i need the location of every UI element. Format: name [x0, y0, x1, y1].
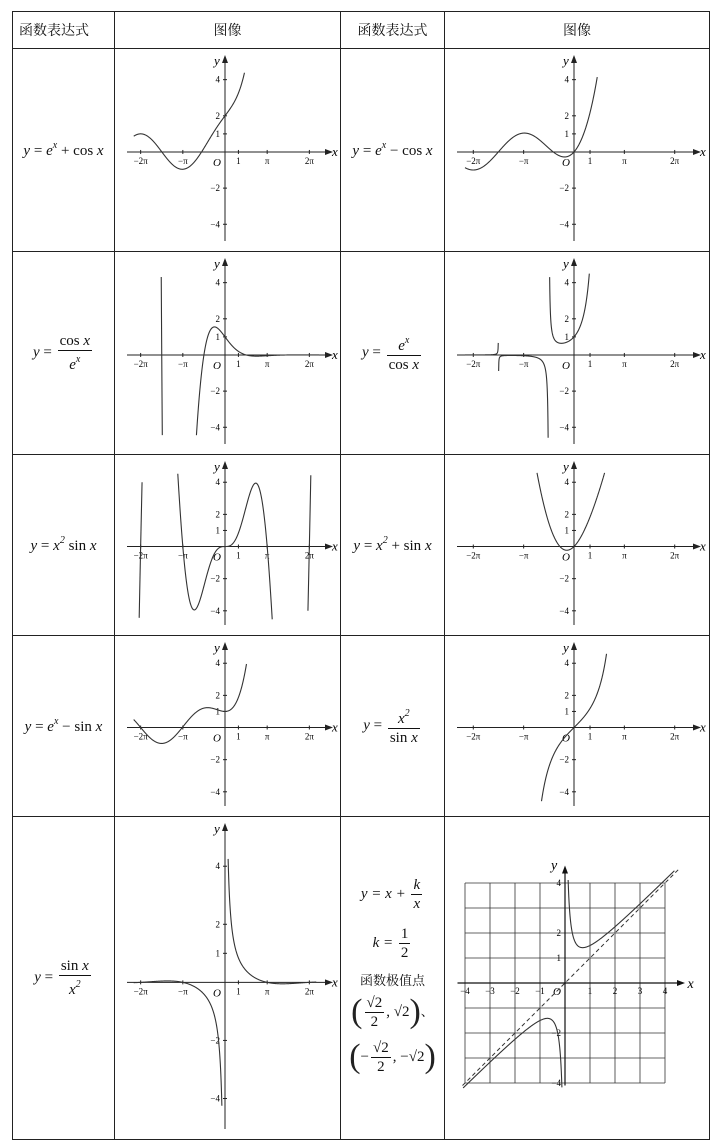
- y-tick-label: 4: [215, 658, 220, 669]
- x-tick-label: −2π: [466, 731, 481, 742]
- x-axis-arrow: [677, 980, 685, 986]
- x-tick-label: 1: [587, 550, 593, 561]
- y-axis-arrow: [222, 55, 228, 63]
- x-axis-label: x: [700, 346, 706, 362]
- function-table: [12, 11, 710, 1140]
- y-tick-label: −2: [209, 1035, 220, 1046]
- y-tick-label: −4: [209, 422, 220, 433]
- y-tick-label: −2: [559, 386, 569, 397]
- function-graph: [447, 252, 707, 450]
- x-tick-label: π: [622, 358, 627, 369]
- function-graph: [447, 455, 707, 631]
- y-tick-label: −4: [209, 219, 220, 230]
- graph-cell: [115, 636, 341, 817]
- y-axis-label: y: [213, 821, 220, 836]
- origin-label: O: [562, 732, 570, 745]
- x-tick-label: 2π: [304, 731, 314, 742]
- graph-cell: [445, 817, 710, 1140]
- x-tick-label: −3: [485, 986, 495, 996]
- function-graph: [117, 252, 339, 450]
- x-tick-label: 2π: [304, 550, 314, 561]
- y-axis-arrow: [562, 866, 568, 874]
- x-tick-label: 2: [612, 986, 618, 996]
- y-tick-label: 4: [215, 477, 220, 488]
- function-graph: [117, 49, 339, 247]
- x-tick-label: 1: [235, 731, 241, 742]
- y-tick-label: −2: [559, 183, 569, 194]
- x-tick-label: π: [264, 731, 269, 742]
- x-tick-label: −π: [518, 358, 529, 369]
- graph-cell: [115, 455, 341, 636]
- y-tick-label: 1: [564, 706, 569, 717]
- y-axis-arrow: [222, 258, 228, 266]
- origin-label: O: [212, 732, 221, 745]
- origin-label: O: [562, 551, 570, 564]
- x-tick-label: −π: [177, 358, 188, 369]
- y-tick-label: 1: [215, 331, 220, 342]
- x-tick-label: −2: [510, 986, 520, 996]
- x-tick-label: −2π: [133, 986, 148, 997]
- y-tick-label: −4: [559, 605, 569, 616]
- x-tick-label: 1: [235, 986, 241, 997]
- x-tick-label: 1: [587, 731, 593, 742]
- x-tick-label: 2π: [670, 731, 680, 742]
- x-axis-label: x: [700, 538, 706, 554]
- y-tick-label: −2: [559, 573, 569, 584]
- y-tick-label: −2: [551, 1028, 561, 1038]
- origin-label: O: [212, 987, 221, 1000]
- x-axis-label: x: [331, 143, 338, 159]
- function-graph: [447, 636, 707, 812]
- x-tick-label: −π: [177, 155, 188, 166]
- y-tick-label: 2: [564, 690, 569, 701]
- origin-label: O: [212, 359, 221, 372]
- formula-cell: y = $\frac{\text{sin x}}{x^2}$: [13, 817, 115, 1140]
- y-tick-label: −2: [209, 573, 220, 584]
- formula-x-plus-k-over-x: y = x + $\frac{k}{x}$: [360, 877, 421, 913]
- y-tick-label: 2: [564, 110, 569, 121]
- y-tick-label: 1: [215, 128, 220, 139]
- x-tick-label: −π: [177, 986, 188, 997]
- y-axis-label: y: [213, 256, 220, 271]
- y-tick-label: 2: [215, 690, 220, 701]
- formula-cell-xkx: [341, 817, 445, 1140]
- y-axis-label: y: [213, 53, 220, 68]
- y-tick-label: −4: [209, 605, 220, 616]
- origin-label: O: [553, 986, 561, 998]
- y-tick-label: −4: [551, 1078, 561, 1088]
- y-tick-label: 1: [215, 525, 220, 536]
- y-axis-arrow: [571, 55, 577, 63]
- y-axis-arrow: [222, 823, 228, 831]
- extremum-point-2: ( − $\frac{√2}{2}$ , −√2 ): [349, 1038, 436, 1076]
- formula-cell: $y = x^2$ sin x: [13, 455, 115, 636]
- y-tick-label: 2: [215, 509, 220, 520]
- x-tick-label: 2π: [670, 550, 680, 561]
- x-tick-label: −π: [177, 550, 188, 561]
- y-tick-label: 4: [215, 277, 220, 288]
- origin-label: O: [212, 156, 221, 169]
- y-tick-label: 2: [556, 928, 561, 938]
- x-tick-label: 2π: [304, 358, 314, 369]
- x-tick-label: −π: [518, 155, 529, 166]
- extrema-label: 函数极值点: [359, 974, 425, 990]
- graph-cell: [445, 252, 710, 455]
- header-graph-1: 图像: [115, 12, 341, 49]
- y-tick-label: −4: [209, 786, 220, 797]
- x-tick-label: π: [264, 986, 269, 997]
- x-tick-label: 3: [637, 986, 643, 996]
- function-curve: [133, 664, 246, 743]
- x-tick-label: π: [264, 550, 269, 561]
- header-formula-2: 函数表达式: [341, 12, 445, 49]
- formula-cell: $y = x^2 + \sin x$: [341, 455, 445, 636]
- y-tick-label: −2: [559, 754, 569, 765]
- function-graph: [447, 817, 707, 1135]
- y-tick-label: 1: [564, 331, 569, 342]
- x-tick-label: −2π: [133, 358, 148, 369]
- x-tick-label: −π: [518, 731, 529, 742]
- x-tick-label: −π: [177, 731, 188, 742]
- x-tick-label: π: [264, 358, 269, 369]
- function-curve: [465, 274, 589, 438]
- y-axis-arrow: [222, 461, 228, 469]
- x-tick-label: π: [622, 731, 627, 742]
- x-axis-label: x: [331, 974, 338, 990]
- x-tick-label: π: [622, 550, 627, 561]
- function-graph: [117, 636, 339, 812]
- header-formula-1: 函数表达式: [13, 12, 115, 49]
- graph-cell: [115, 817, 341, 1140]
- y-axis-label: y: [213, 459, 220, 474]
- x-tick-label: 1: [587, 155, 593, 166]
- y-tick-label: 2: [564, 509, 569, 520]
- y-tick-label: 2: [564, 313, 569, 324]
- formula-cell: $y = e^x - \cos x$: [341, 49, 445, 252]
- y-tick-label: 1: [556, 953, 561, 963]
- x-tick-label: 2π: [670, 358, 680, 369]
- y-axis-label: y: [563, 459, 569, 474]
- y-tick-label: 4: [564, 277, 569, 288]
- y-tick-label: −4: [559, 219, 569, 230]
- x-axis-label: x: [687, 977, 694, 992]
- x-tick-label: 1: [235, 155, 241, 166]
- x-tick-label: −2π: [466, 550, 481, 561]
- extremum-point-1: ( $\frac{√2}{2}$ , √2 ) 、: [351, 993, 434, 1031]
- x-axis-label: x: [331, 538, 338, 554]
- graph-cell: [115, 49, 341, 252]
- formula-cell: y = $\frac{\text{cos x}}{e^x}$: [13, 252, 115, 455]
- origin-label: O: [212, 551, 221, 564]
- x-tick-label: π: [622, 155, 627, 166]
- y-tick-label: 4: [215, 74, 220, 85]
- y-tick-label: 2: [215, 919, 220, 930]
- y-axis-label: y: [213, 640, 220, 655]
- function-curve: [161, 277, 319, 435]
- header-graph-2: 图像: [445, 12, 710, 49]
- point-separator: 、: [420, 1004, 434, 1020]
- x-axis-label: x: [700, 719, 706, 735]
- x-axis-label: x: [700, 143, 706, 159]
- asymptote-line: [463, 868, 681, 1086]
- y-axis-arrow: [571, 461, 577, 469]
- y-tick-label: −2: [209, 386, 220, 397]
- x-axis-label: x: [331, 346, 338, 362]
- y-tick-label: 2: [215, 313, 220, 324]
- y-axis-arrow: [222, 642, 228, 650]
- x-tick-label: −4: [460, 986, 470, 996]
- formula-cell: $y = e^x - \sin x$: [13, 636, 115, 817]
- x-axis-label: x: [331, 719, 338, 735]
- origin-label: O: [562, 359, 570, 372]
- x-tick-label: −π: [518, 550, 529, 561]
- y-axis-arrow: [571, 642, 577, 650]
- y-tick-label: 4: [564, 74, 569, 85]
- function-curve: [133, 73, 244, 170]
- formula-cell: y = $\frac{x^2}{\text{sin x}}$: [341, 636, 445, 817]
- graph-cell: [445, 455, 710, 636]
- x-tick-label: 2π: [304, 155, 314, 166]
- y-tick-label: 4: [215, 861, 220, 872]
- function-graph: [117, 455, 339, 631]
- y-tick-label: −4: [559, 422, 569, 433]
- y-axis-arrow: [571, 258, 577, 266]
- graph-cell: [445, 636, 710, 817]
- x-tick-label: 1: [235, 550, 241, 561]
- x-tick-label: 2π: [304, 986, 314, 997]
- function-graph: [117, 817, 339, 1135]
- function-curve: [537, 473, 605, 550]
- y-tick-label: −2: [209, 754, 220, 765]
- y-axis-label: y: [563, 640, 569, 655]
- graph-cell: [445, 49, 710, 252]
- y-tick-label: 1: [215, 706, 220, 717]
- x-tick-label: 1: [587, 358, 593, 369]
- x-tick-label: −2π: [133, 155, 148, 166]
- x-tick-label: −2π: [466, 358, 481, 369]
- function-graph: [447, 49, 707, 247]
- x-tick-label: −2π: [133, 550, 148, 561]
- y-tick-label: 1: [564, 128, 569, 139]
- y-tick-label: 1: [564, 525, 569, 536]
- y-axis-label: y: [563, 53, 569, 68]
- y-tick-label: −4: [209, 1093, 220, 1104]
- x-tick-label: 1: [235, 358, 241, 369]
- y-tick-label: 4: [564, 477, 569, 488]
- x-tick-label: −2π: [466, 155, 481, 166]
- origin-label: O: [562, 156, 570, 169]
- y-axis-label: y: [551, 858, 558, 874]
- x-tick-label: −2π: [133, 731, 148, 742]
- x-tick-label: −1: [535, 986, 545, 996]
- x-tick-label: π: [264, 155, 269, 166]
- x-tick-label: 2π: [670, 155, 680, 166]
- y-tick-label: −2: [209, 183, 220, 194]
- x-tick-label: 4: [662, 986, 668, 996]
- y-tick-label: 2: [215, 110, 220, 121]
- y-tick-label: 4: [564, 658, 569, 669]
- graph-cell: [115, 252, 341, 455]
- x-tick-label: 1: [587, 986, 593, 996]
- y-tick-label: 4: [556, 878, 561, 888]
- y-tick-label: 1: [215, 948, 220, 959]
- y-axis-label: y: [563, 256, 569, 271]
- k-value: k = $\frac{1}{2}$: [372, 926, 409, 962]
- function-curve: [465, 74, 597, 170]
- formula-cell: y = $\frac{e^x}{\text{cos x}}$: [341, 252, 445, 455]
- formula-cell: $y = e^x + \cos x$: [13, 49, 115, 252]
- y-tick-label: −4: [559, 786, 569, 797]
